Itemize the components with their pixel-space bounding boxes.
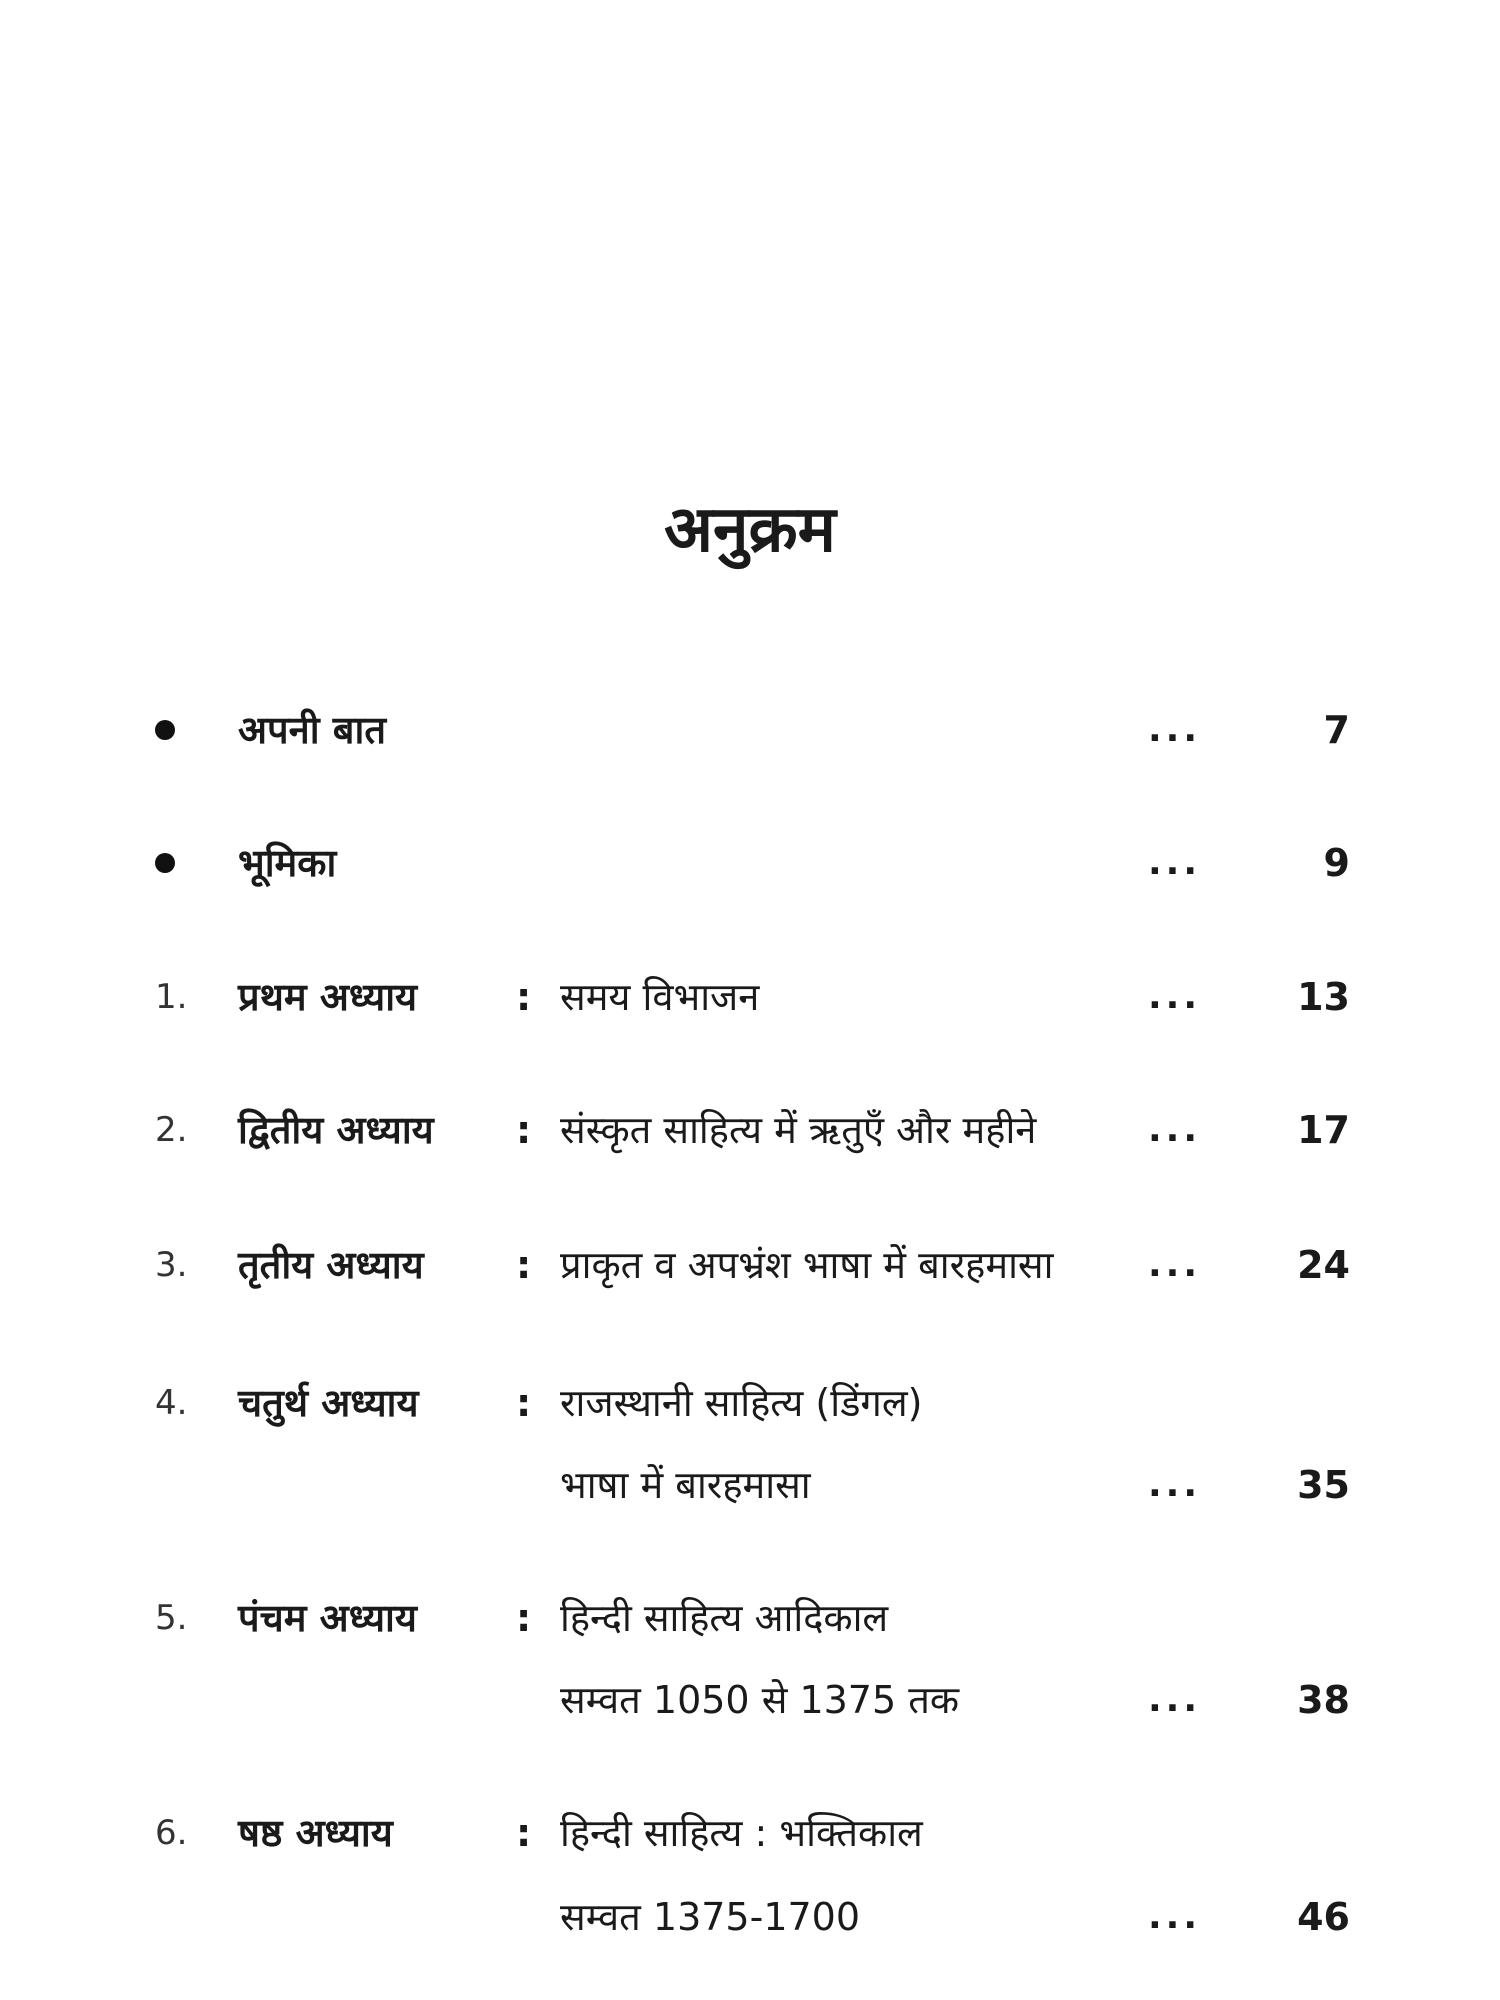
separator: :: [516, 1381, 532, 1425]
chapter-title-line-2: सम्वत 1375-1700: [560, 1895, 861, 1939]
separator: :: [516, 1243, 532, 1287]
toc-entry-preface: [0, 700, 1500, 760]
page-number: 9: [1323, 841, 1350, 885]
chapter-number: 6.: [155, 1813, 188, 1853]
chapter-title: संस्कृत साहित्य में ऋतुएँ और महीने: [560, 1108, 1037, 1152]
chapter-number: 5.: [155, 1598, 188, 1638]
chapter-title-line-2: भाषा में बारहमासा: [560, 1463, 811, 1507]
leader-dots: ...: [1148, 1679, 1202, 1720]
chapter-heading: तृतीय अध्याय: [238, 1243, 424, 1287]
toc-entry-chapter-4: [0, 1373, 1500, 1433]
leader-dots: ...: [1148, 1244, 1202, 1285]
page-number: 7: [1323, 708, 1350, 752]
chapter-title: प्राकृत व अपभ्रंश भाषा में बारहमासा: [560, 1243, 1054, 1287]
chapter-heading: षष्ठ अध्याय: [238, 1811, 393, 1855]
chapter-number: 2.: [155, 1110, 188, 1150]
chapter-title-line-2: सम्वत 1050 से 1375 तक: [560, 1678, 960, 1722]
entry-heading: अपनी बात: [238, 708, 386, 752]
chapter-title: समय विभाजन: [560, 975, 760, 1019]
chapter-number: 3.: [155, 1245, 188, 1285]
chapter-heading: चतुर्थ अध्याय: [238, 1381, 419, 1425]
page-number: 17: [1297, 1108, 1350, 1152]
toc-entry-chapter-5-continued: [0, 1670, 1500, 1730]
toc-entry-chapter-6: [0, 1803, 1500, 1863]
page-number: 35: [1297, 1463, 1350, 1507]
toc-entry-chapter-4-continued: [0, 1455, 1500, 1515]
chapter-heading: द्वितीय अध्याय: [238, 1108, 434, 1152]
toc-entry-chapter-5: [0, 1588, 1500, 1648]
bullet-icon: [155, 853, 175, 873]
separator: :: [516, 975, 532, 1019]
page-title: अनुक्रम: [664, 493, 836, 567]
toc-entry-chapter-1: [0, 967, 1500, 1027]
page-number: 46: [1297, 1895, 1350, 1939]
leader-dots: ...: [1148, 976, 1202, 1017]
leader-dots: ...: [1148, 842, 1202, 883]
toc-entry-introduction: [0, 833, 1500, 893]
chapter-title: हिन्दी साहित्य : भक्तिकाल: [560, 1811, 923, 1855]
page-number: 24: [1297, 1243, 1350, 1287]
separator: :: [516, 1811, 532, 1855]
leader-dots: ...: [1148, 709, 1202, 750]
leader-dots: ...: [1148, 1464, 1202, 1505]
page-number: 13: [1297, 975, 1350, 1019]
separator: :: [516, 1596, 532, 1640]
chapter-title: राजस्थानी साहित्य (डिंगल): [560, 1381, 923, 1425]
page-number: 38: [1297, 1678, 1350, 1722]
separator: :: [516, 1108, 532, 1152]
leader-dots: ...: [1148, 1109, 1202, 1150]
chapter-number: 4.: [155, 1383, 188, 1423]
leader-dots: ...: [1148, 1896, 1202, 1937]
chapter-heading: पंचम अध्याय: [238, 1596, 417, 1640]
entry-heading: भूमिका: [238, 841, 337, 885]
chapter-heading: प्रथम अध्याय: [238, 975, 418, 1019]
toc-entry-chapter-3: [0, 1235, 1500, 1295]
chapter-number: 1.: [155, 977, 188, 1017]
toc-entry-chapter-6-continued: [0, 1887, 1500, 1947]
toc-entry-chapter-2: [0, 1100, 1500, 1160]
bullet-icon: [155, 720, 175, 740]
chapter-title: हिन्दी साहित्य आदिकाल: [560, 1596, 889, 1640]
